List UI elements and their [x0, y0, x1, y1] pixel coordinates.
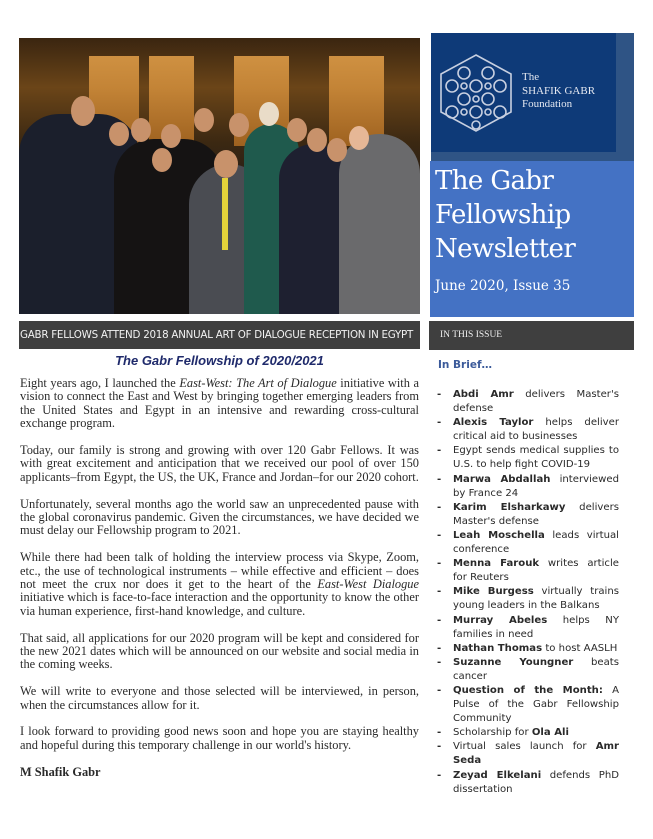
logo-text: The SHAFIK GABR Foundation	[522, 71, 596, 110]
in-this-issue-header: IN THIS ISSUE	[429, 321, 634, 350]
list-item: - Murray Abeles helps NY families in need	[434, 614, 619, 642]
list-item: - Zeyad Elkelani defends PhD dissertation	[434, 769, 619, 797]
paragraph: We will write to everyone and those selected will be interviewed, in person, when the circumstances allow for it.	[20, 684, 419, 712]
list-item: - Alexis Taylor helps deliver critical aid to businesses	[434, 416, 619, 444]
paragraph: While there had been talk of holding the interview process via Skype, Zoom, etc., the use of technological instruments – while effective and efficient – does not meet the crux nor does it get to the heart of the East-West Dialogue initiative which is face-to-face interaction and the opportunity to know the other via human experience, first-hand knowledge, and culture.	[20, 550, 419, 618]
article-title: The Gabr Fellowship of 2020/2021	[115, 353, 324, 368]
list-item: - Menna Farouk writes article for Reuters	[434, 557, 619, 585]
list-item: - Karim Elsharkawy delivers Master's defense	[434, 501, 619, 529]
list-item: - Marwa Abdallah interviewed by France 24	[434, 473, 619, 501]
article-body	[20, 377, 419, 779]
foundation-logo	[431, 33, 616, 152]
paragraph: Unfortunately, several months ago the world saw an unprecedented pause with the global coronavirus pandemic. Given the circumstances, we have decided we must delay our Fellowship program to 2021.	[20, 496, 419, 538]
list-item: - Leah Moschella leads virtual conference	[434, 529, 619, 557]
list-item: - Scholarship for Ola Ali	[434, 726, 619, 740]
list-item: - Suzanne Youngner beats cancer	[434, 656, 619, 684]
paragraph: Today, our family is strong and growing with over 120 Gabr Fellows. It was with great excitement and anticipation that we received our pool of over 150 applicants–from Egypt, the US, the UK, France and Jordan–for our 2020 cohort.	[20, 443, 419, 484]
issue-date: June 2020, Issue 35	[435, 278, 571, 294]
masthead	[430, 161, 634, 317]
hexagon-lattice-icon	[438, 53, 514, 133]
reception-photo	[19, 38, 420, 314]
paragraph: That said, all applications for our 2020 program will be kept and considered for the new 2021 dates which will be announced on our website and social media in the coming weeks.	[20, 630, 419, 672]
list-item: - Abdi Amr delivers Master's defense	[434, 388, 619, 416]
paragraph: I look forward to providing good news soon and hope you are staying healthy and hopeful during this temporary challenge in our world's history.	[20, 724, 419, 752]
list-item: - Virtual sales launch for Amr Seda	[434, 740, 619, 768]
list-item: - Nathan Thomas to host AASLH	[434, 642, 619, 656]
list-item: - Question of the Month: A Pulse of the Gabr Fellowship Community	[434, 684, 619, 726]
photo-caption: GABR FELLOWS ATTEND 2018 ANNUAL ART OF DIALOGUE RECEPTION IN EGYPT	[19, 321, 420, 349]
in-brief-list	[434, 388, 619, 797]
paragraph: Eight years ago, I launched the East-West: The Art of Dialogue initiative with a vision to connect the East and West by bringing together emerging leaders from the United States and Egypt in an intensive and rewarding cross-cultural exchange program.	[20, 376, 420, 431]
newsletter-title: The Gabr Fellowship Newsletter	[435, 166, 576, 264]
signature: M Shafik Gabr	[20, 764, 101, 779]
list-item: - Mike Burgess virtually trains young leaders in the Balkans	[434, 585, 619, 613]
in-brief-heading: In Brief…	[438, 359, 493, 371]
list-item: - Egypt sends medical supplies to U.S. to help fight COVID-19	[434, 444, 619, 472]
